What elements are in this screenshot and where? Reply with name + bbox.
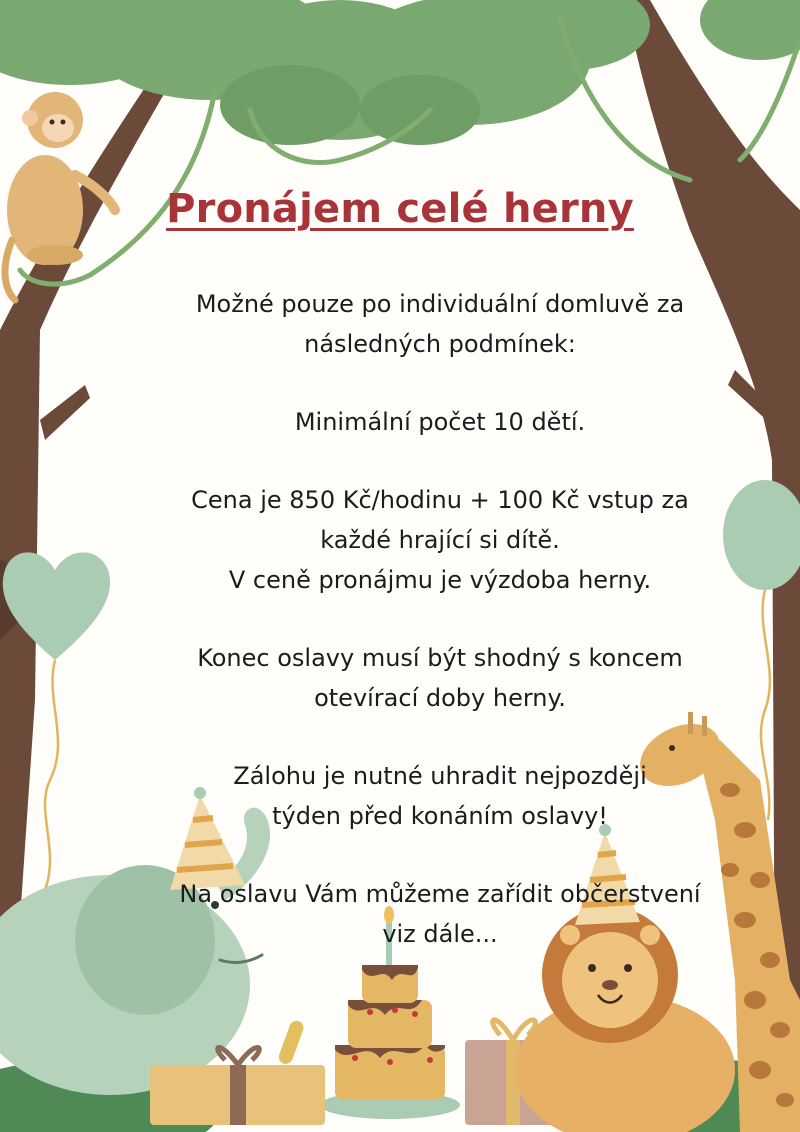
minimum-paragraph xyxy=(140,402,740,442)
deposit-line-2: týden před konáním oslavy! xyxy=(272,802,608,830)
price-paragraph xyxy=(140,480,740,600)
deposit-paragraph xyxy=(140,756,740,836)
page-title: Pronájem celé herny xyxy=(166,186,634,232)
price-line-2: každé hrající si dítě. xyxy=(320,526,560,554)
refreshments-line-2: viz dále... xyxy=(382,920,498,948)
intro-paragraph xyxy=(140,284,740,364)
minimum-line-1: Minimální počet 10 dětí. xyxy=(294,408,586,436)
intro-line-1: Možné pouze po individuální domluvě za xyxy=(195,290,685,318)
end-line-1: Konec oslavy musí být shodný s koncem xyxy=(197,644,683,672)
intro-line-2: následných podmínek: xyxy=(304,330,576,358)
end-line-2: otevírací doby herny. xyxy=(314,684,566,712)
refreshments-paragraph xyxy=(120,874,760,954)
price-line-3: V ceně pronájmu je výzdoba herny. xyxy=(228,566,652,594)
end-paragraph xyxy=(140,638,740,718)
refreshments-line-1: Na oslavu Vám můžeme zařídit občerstvení xyxy=(179,880,701,908)
price-line-1: Cena je 850 Kč/hodinu + 100 Kč vstup za xyxy=(191,486,689,514)
deposit-line-1: Zálohu je nutné uhradit nejpozději xyxy=(233,762,647,790)
